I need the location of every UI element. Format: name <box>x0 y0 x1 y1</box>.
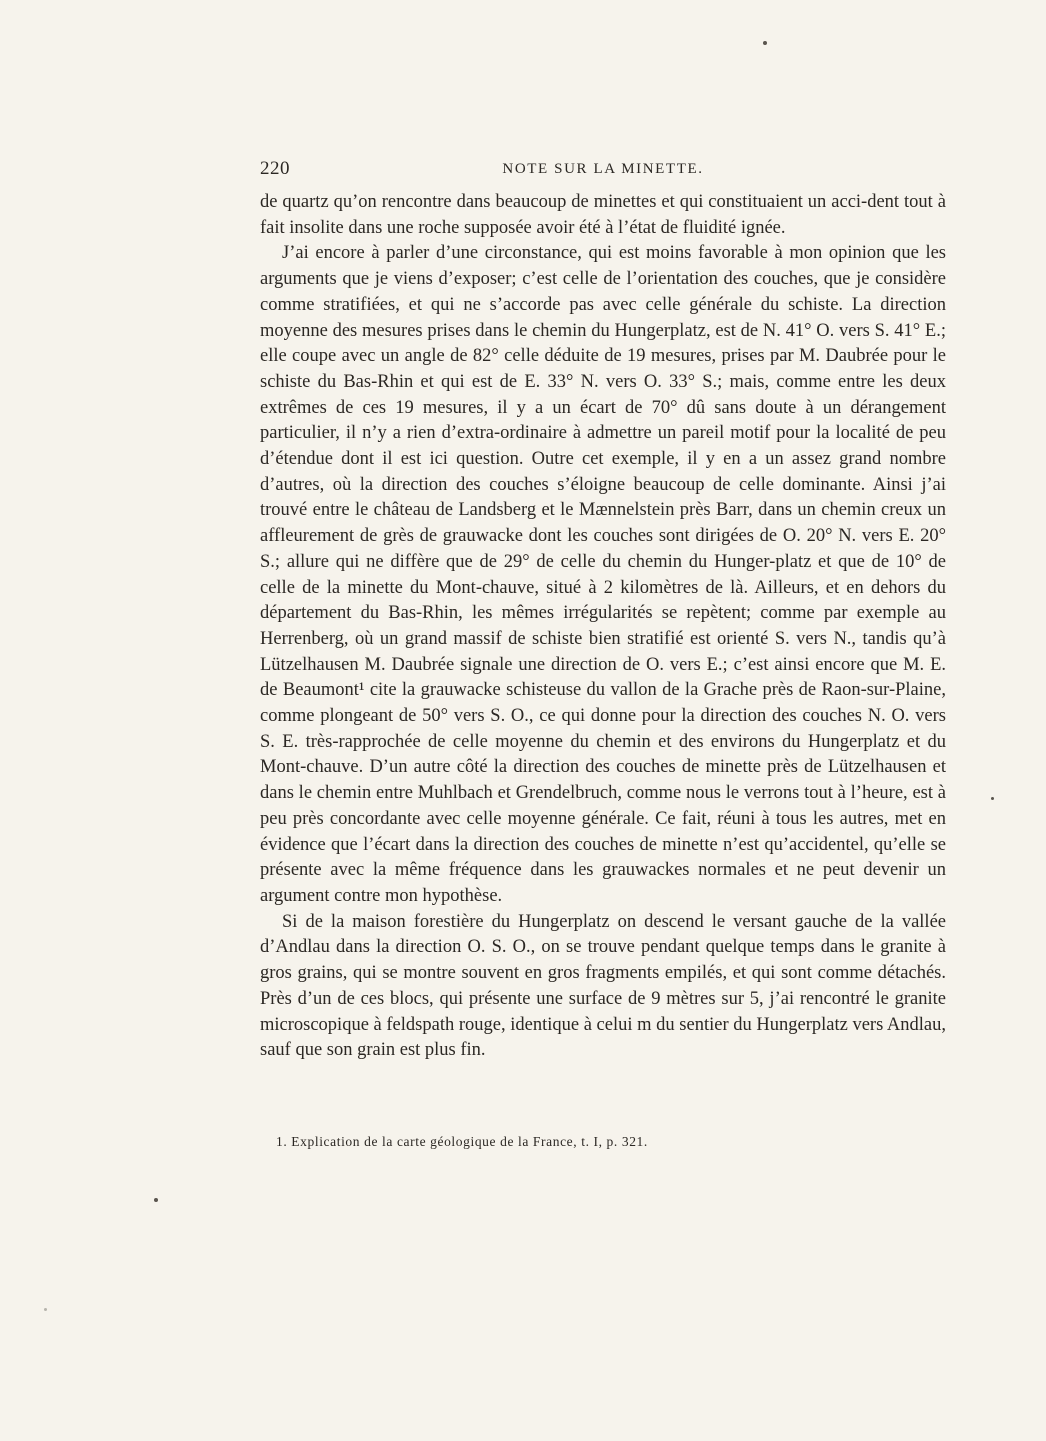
body-text <box>260 190 946 1064</box>
scan-speck <box>991 797 994 800</box>
scan-speck <box>763 41 767 45</box>
footnote: 1. Explication de la carte géologique de la France, t. I, p. 321. <box>276 1134 648 1149</box>
paragraph-2: J’ai encore à parler d’une circonstance, qui est moins favorable à mon opinion que les arguments que je viens d’exposer; c’est celle de l’orientation des couches, que je considère comme stratifiées, et qui ne s’accorde pas avec celle générale du schiste. La direction moyenne des mesures prises dans le chemin du Hungerplatz, est de N. 41° O. vers S. 41° E.; elle coupe avec un angle de 82° celle déduite de 19 mesures, prises par M. Daubrée pour le schiste du Bas-Rhin et qui est de E. 33° N. vers O. 33° S.; mais, comme entre les deux extrêmes de ces 19 mesures, il y a un écart de 70° dû sans doute à un dérangement particulier, il n’y a rien d’extra-ordinaire à admettre un pareil motif pour la localité de peu d’étendue dont il est ici question. Outre cet exemple, il y en a un assez grand nombre d’autres, où la direction des couches s’éloigne beaucoup de celle dominante. Ainsi j’ai trouvé entre le château de Landsberg et le Mænnelstein près Barr, dans un chemin creux un affleurement de grès de grauwacke dont les couches sont dirigées de O. 20° N. vers E. 20° S.; allure qui ne diffère que de 29° de celle du chemin du Hunger-platz et que de 10° de celle de la minette du Mont-chauve, situé à 2 kilomètres de là. Ailleurs, et en dehors du département du Bas-Rhin, les mêmes irrégularités se repètent; comme par exemple au Herrenberg, où un grand massif de schiste bien stratifié est orienté S. vers N., tandis qu’à Lützelhausen M. Daubrée signale une direction de O. vers E.; c’est ainsi encore que M. E. de Beaumont¹ cite la grauwacke schisteuse du vallon de la Grache près de Raon-sur-Plaine, comme plongeant de 50° vers S. O., ce qui donne pour la direction des couches N. O. vers S. E. très-rapprochée de celle moyenne du chemin et des environs du Hungerplatz et du Mont-chauve. D’un autre côté la direction des couches de minette près de Lützelhausen et dans le chemin entre Muhlbach et Grendelbruch, comme nous le verrons tout à l’heure, est à peu près concordante avec celle moyenne générale. Ce fait, réuni à tous les autres, met en évidence que l’écart dans la direction des couches de minette n’est qu’accidentel, qu’elle se présente avec la même fréquence dans les grauwackes normales et ne peut devenir un argument contre mon hypothèse. <box>260 243 946 906</box>
scan-speck <box>154 1198 158 1202</box>
running-title: NOTE SUR LA MINETTE. <box>502 161 704 177</box>
page-number: 220 <box>260 158 290 179</box>
scan-speck <box>44 1308 47 1311</box>
paragraph-3: Si de la maison forestière du Hungerplatz on descend le versant gauche de la vallée d’Andlau dans la direction O. S. O., on se trouve pendant quelque temps dans le granite à gros grains, qui se montre souvent en gros fragments empilés, et qui sont comme détachés. Près d’un de ces blocs, qui présente une surface de 9 mètres sur 5, j’ai rencontré le granite microscopique à feldspath rouge, identique à celui m du sentier du Hungerplatz vers Andlau, sauf que son grain est plus fin. <box>260 911 946 1061</box>
page-header <box>260 158 946 184</box>
paragraph-1: de quartz qu’on rencontre dans beaucoup de minettes et qui constituaient un acci-dent tout à fait insolite dans une roche supposée avoir été à l’état de fluidité ignée. <box>260 192 946 238</box>
